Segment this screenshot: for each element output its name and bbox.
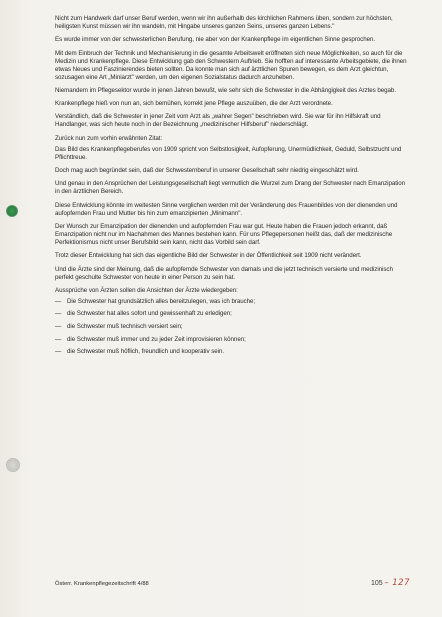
paragraph: Das Bild des Krankenpflegeberufes von 1909 spricht von Selbstlosigkeit, Aufopferung, Unermüdlichkeit, Geduld, Selbstzucht und Pflichttreue. (55, 145, 402, 161)
list-item (55, 298, 410, 306)
list-item (55, 323, 410, 331)
list-item-text: Die Schwester hat grundsätzlich alles bereitzulegen, was ich brauche; (67, 297, 256, 305)
paragraph: Und genau in den Ansprüchen der Leistungsgesellschaft liegt vermutlich die Wurzel zum Drang der Schwester nach Emanzipation in den ärztlichen Bereich. (55, 180, 406, 196)
paragraph: Mit dem Einbruch der Technik und Mechanisierung in die gesamte Arbeitswelt eröffneten sich neue Möglichkeiten, so auch für die Medizin und Krankenpflege. Diese Entwicklung gab den Schwestern Auftrieb. Sie hofften auf interessante Arbeitsgebiete, die ihnen etwas Neues und Faszinierendes bieten sollten. Da konnte man sich auf ärztlichen Spuren bewegen, es dem Arzt gleichtun, sozusagen eine Art „Miniarzt" werden, um den eigenen Sozialstatus dadurch anzuheben. (55, 49, 407, 81)
page-footer (55, 578, 410, 588)
article-body (55, 15, 410, 361)
punch-hole (6, 458, 20, 472)
list-dash: — (55, 323, 62, 331)
page-number-group (371, 578, 410, 588)
page-number: 105 (371, 580, 383, 587)
list-item-text: die Schwester muß immer und zu jeder Zeit improvisieren können; (67, 335, 246, 343)
paragraph: Nicht zum Handwerk darf unser Beruf werden, wenn wir ihn außerhalb des kirchlichen Rahmens üben, sondern zur höchsten, heiligsten Kunst müssen wir ihn wandeln, mit Hingabe unseres ganzen Seins, unseres ganzen Lebens." (55, 15, 393, 30)
paragraph: Krankenpflege hieß von nun an, sich bemühen, korrekt jene Pflege auszuüben, die der Arzt verordnete. (55, 100, 333, 108)
paragraph: Doch mag auch begründet sein, daß der Schwesternberuf in unserer Gesellschaft sehr niedrig eingeschätzt wird. (55, 167, 359, 175)
list-dash: — (55, 310, 62, 318)
paragraph: Trotz dieser Entwicklung hat sich das eigentliche Bild der Schwester in der Öffentlichkeit seit 1909 nicht verändert. (55, 252, 362, 260)
paragraph: Zurück nun zum vorhin erwähnten Zitat: (55, 134, 163, 142)
punch-hole-marker (6, 205, 18, 217)
list-dash: — (55, 335, 62, 343)
list-item (55, 310, 410, 318)
paragraph: Der Wunsch zur Emanzipation der dienenden und aufopfernden Frau war gut. Heute haben die Frauen jedoch erkannt, daß Emanzipation nicht nur im Nachahmen des Mannes bestehen kann. Für uns Pflegepersonen heißt das, daß der medizinische Perfektionismus nicht unser Berufsbild sein kann, nicht das Vorbild sein darf. (55, 222, 393, 246)
paragraph: Verständlich, daß die Schwester in jener Zeit vom Arzt als „wahrer Segen" beschrieben wird. Sie war für ihn Hilfskraft und Handlanger, was sich heute noch in der Bezeichnung „medizinischer Hilfsberuf" niederschlägt. (55, 113, 381, 129)
paragraph: Niemandem im Pflegesektor wurde in jenen Jahren bewußt, wie sehr sich die Schwester in die Abhängigkeit des Arztes begab. (55, 86, 396, 94)
paragraph: Es wurde immer von der schwesterlichen Berufung, nie aber von der Krankenpflege im eigentlichen Sinne gesprochen. (55, 36, 376, 44)
paragraph: Diese Entwicklung könnte im weitesten Sinne verglichen werden mit der Veränderung des Frauenbildes von der dienenden und aufopfernden Frau und Mutter bis hin zum emanzipierten „Minimann". (55, 201, 398, 217)
list-item (55, 336, 410, 344)
footer-source: Österr. Krankenpflegezeitschrift 4/88 (55, 581, 149, 587)
paragraph: Aussprüche von Ärzten sollen die Ansichten der Ärzte wiedergeben: (55, 286, 238, 294)
list-dash: — (55, 297, 62, 305)
list-item-text: die Schwester muß technisch versiert sein; (67, 323, 183, 331)
list-item-text: die Schwester muß höflich, freundlich und kooperativ sein. (67, 348, 225, 356)
quote-list (55, 298, 410, 356)
list-item-text: die Schwester hat alles sofort und gewissenhaft zu erledigen; (67, 310, 232, 318)
list-dash: — (55, 348, 62, 356)
handwritten-page-note: – 127 (384, 578, 410, 588)
list-item (55, 348, 410, 356)
paragraph: Und die Ärzte sind der Meinung, daß die aufopfernde Schwester von damals und die jetzt technisch versierte und medizinisch perfekt geschulte Schwester von heute in einer Person zu sein hat. (55, 265, 393, 281)
